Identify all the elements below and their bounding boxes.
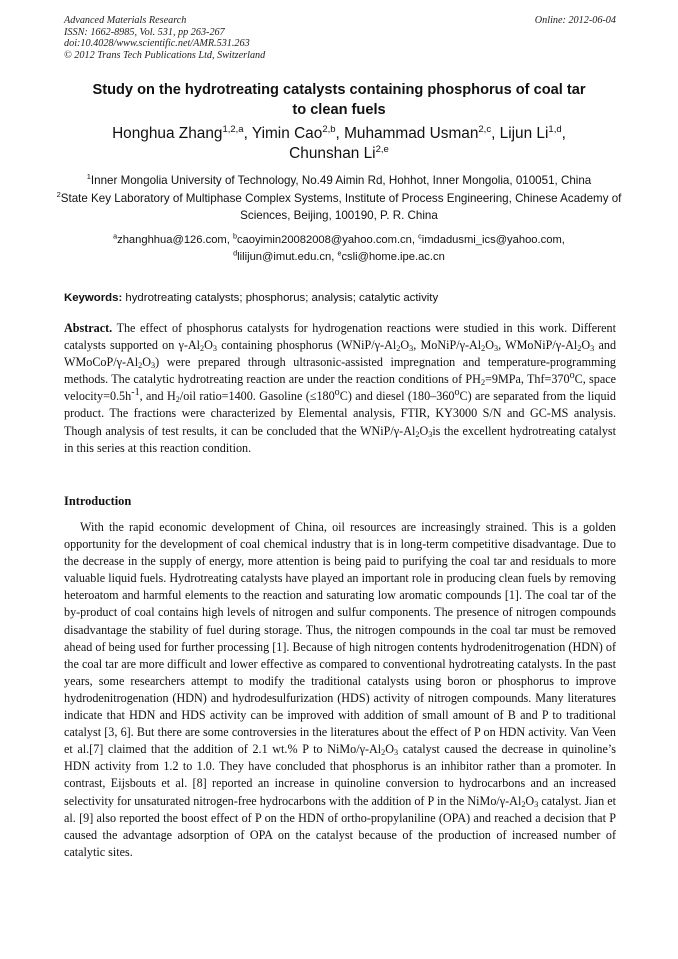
abstract-label: Abstract. [64,321,113,335]
author-affil-mark: 2,c [478,123,492,135]
email-mark: b [232,231,237,241]
subscript: 2 [200,344,205,354]
journal-header [64,15,616,61]
subscript: 3 [151,361,156,371]
journal-copyright: © 2012 Trans Tech Publications Ltd, Switzerland [64,49,266,61]
intro-text: catalyst. Jian et al. [9] also reported the boost effect of P on the HDN of ortho-propylaniline (OPA) and reached a decision that P caused the advantage adsorption of OPA on the catalyst because of the production of increased number of catalytic sites. [64,793,616,859]
email-mark: d [233,248,238,258]
intro-text: With the rapid economic development of China, oil resources are increasingly strained. This is a golden opportunity for the development of coal chemical industry that is in long-term competitive disadvantage. Due to the decrease in the supply of energy, more attention is being paid to purifying the coal tar and residuals to more valuable liquid fuels. Hydrotreating catalysts have played an important role in producing clean fuels by removing heteroatom and harmful elements to the reaction and saturating low aromatic compounds [1]. The coal tar of the by-product of coal contains high levels of nitrogen and sulfur components. The presence of nitrogen compounds disadvantage the stability of fuel during storage. Thus, the nitrogen compounds in the coal tar must be removed ahead of being used for further processing [1]. Because of high nitrogen contents hydrodenitrogenation (HDN) of the coal tar are more difficult and lower effective as compared to conventional hydrotreating catalysts. In the past years, some researchers attempt to modify the traditional catalysts using boron or phosphorus to improve hydrodenitrogenation (HDN) and hydrodesulfurization (HDS) activity of nitrogen compounds. Many literatures indicate that HDN and HDS activity can be improved with addition of small amount of B and P to traditional catalyst [3, 6]. But there are some controversies in the literatures about the effect of P on HDN activity. Van Veen et al.[7] claimed that the addition of 2.1 wt.% P to NiMo/γ-Al [64,520,616,757]
intro-text: O [525,793,535,808]
abstract-text: containing phosphorus (WNiP/γ-Al [217,338,397,353]
affiliation-2 [56,190,622,225]
subscript: 2 [577,344,582,354]
email-mark: a [113,231,118,241]
subscript: 3 [394,748,399,758]
intro-text: O [385,742,394,757]
journal-issn: ISSN: 1662-8985, Vol. 531, pp 263-267 [64,26,225,38]
abstract-text: O [142,355,152,370]
author-name: Muhammad Usman [344,125,479,142]
subscript: 2 [396,344,401,354]
abstract-text: ) were prepared through ultrasonic-assisted impregnation and temperature-programming methods. The catalytic hydrotreating reaction are under the reaction conditions of PH [64,355,616,387]
keywords [64,291,616,305]
affiliations [56,172,622,225]
subscript: 3 [428,429,433,439]
email-link[interactable]: caoyimin20082008@yahoo.com.cn, [236,234,415,246]
abstract-text: C) are separated from the liquid product. The fractions were characterized by Elemental analysis, FTIR, KY3000 S/N and GC-MS analysis. Though analysis of test results, it can be concluded that the WNiP/γ-Al [64,389,617,438]
keywords-text: hydrotreating catalysts; phosphorus; analysis; catalytic activity [125,292,439,304]
email-link[interactable]: lilijun@imut.edu.cn, [237,251,335,263]
subscript: 2 [415,429,420,439]
online-date: Online: 2012-06-04 [534,15,616,26]
email-link[interactable]: csli@home.ipe.ac.cn [341,251,445,263]
email-mark: e [337,248,342,258]
subscript: 3 [590,344,595,354]
email-mark: c [418,231,422,241]
abstract-text: The effect of phosphorus catalysts for hydrogenation reactions were studied in this work. Different catalysts supported on γ-Al [64,321,616,353]
superscript: o [334,387,340,399]
author-name: Yimin Cao [251,125,323,142]
abstract-text: O [485,338,495,353]
author-name: Chunshan Li [289,145,376,162]
abstract-text: /oil ratio=1400. Gasoline (≤180 [179,389,335,404]
email-link[interactable]: imdadusmi_ics@yahoo.com, [421,234,565,246]
affiliation-1 [56,172,622,190]
abstract-text: O [400,338,410,353]
subscript: 3 [409,344,414,354]
abstract-text: is the excellent hydrotreating catalyst in this series at this reaction condition. [64,423,616,455]
subscript: 2 [481,344,486,354]
keywords-label: Keywords: [64,292,123,304]
abstract-text: O [581,338,591,353]
superscript: o [569,370,575,382]
introduction-paragraph [64,519,616,861]
abstract-text: and WMoCoP/γ-Al [64,338,617,370]
abstract-text: C, space velocity=0.5h [64,372,616,404]
author-affil-mark: 2,b [322,123,336,135]
subscript: 2 [381,748,386,758]
abstract-text: =9MPa, Thf=370 [485,372,570,387]
title-line-2: to clean fuels [292,102,386,118]
affiliation-mark: 1 [86,172,91,182]
abstract [64,320,616,457]
author-name: Lijun Li [499,125,549,142]
affiliation-text: State Key Laboratory of Multiphase Complex Systems, Institute of Process Engineering, Chinese Academy of Sciences, Beijing, 100190, P. R. China [60,191,622,222]
title-line-1: Study on the hydrotreating catalysts containing phosphorus of coal tar [92,82,586,98]
author-emails [56,232,622,266]
author-name: Honghua Zhang [112,125,223,142]
subscript: 2 [480,378,486,388]
section-heading-introduction: Introduction [64,494,132,508]
journal-name: Advanced Materials Research [64,15,187,26]
subscript: 2 [138,361,143,371]
affiliation-text: Inner Mongolia University of Technology, No.49 Aimin Rd, Hohhot, Inner Mongolia, 010051, China [90,174,592,187]
author-list: Honghua Zhang$^{1,2,a}$, Yimin Cao$^{2,b}$, Muhammad Usman$^{2,c}$, Lijun Li$^{1,d}$, Chunshan Li$^{2,e}$ [112,123,566,162]
subscript: 3 [494,344,499,354]
subscript: 2 [521,799,526,809]
journal-doi: doi:10.4028/www.scientific.net/AMR.531.263 [64,38,250,50]
paper-title [52,80,626,120]
subscript: 3 [212,344,218,354]
email-link[interactable]: zhanghhua@126.com, [117,234,230,246]
abstract-text: O [204,338,213,353]
abstract-text: O [419,423,429,438]
abstract-text: , WMoNiP/γ-Al [498,338,578,353]
intro-text: catalyst caused the decrease in quinoline’s HDN activity from 1.2 to 1.0. They have concluded that phosphorus is an inhibitor rather than a promoter. In contrast, Eijsbouts et al. [8] reported an increase in quinoline conversion to hydrocarbons and an increased selectivity for unsaturated nitrogen-free hydrocarbons with the addition of P in the NiMo/γ-Al [64,742,616,808]
abstract-text: , MoNiP/γ-Al [413,338,482,353]
author-affil-mark: 1,d [548,123,562,135]
subscript: 2 [175,395,180,405]
superscript: o [454,387,460,399]
author-affil-mark: 2,e [375,143,389,155]
author-affil-mark: 1,2,a [222,123,244,135]
subscript: 3 [534,799,539,809]
abstract-text: , and H [139,389,176,404]
abstract-text: C) and diesel (180–360 [339,389,455,404]
superscript: -1 [131,387,140,399]
affiliation-mark: 2 [56,189,61,199]
